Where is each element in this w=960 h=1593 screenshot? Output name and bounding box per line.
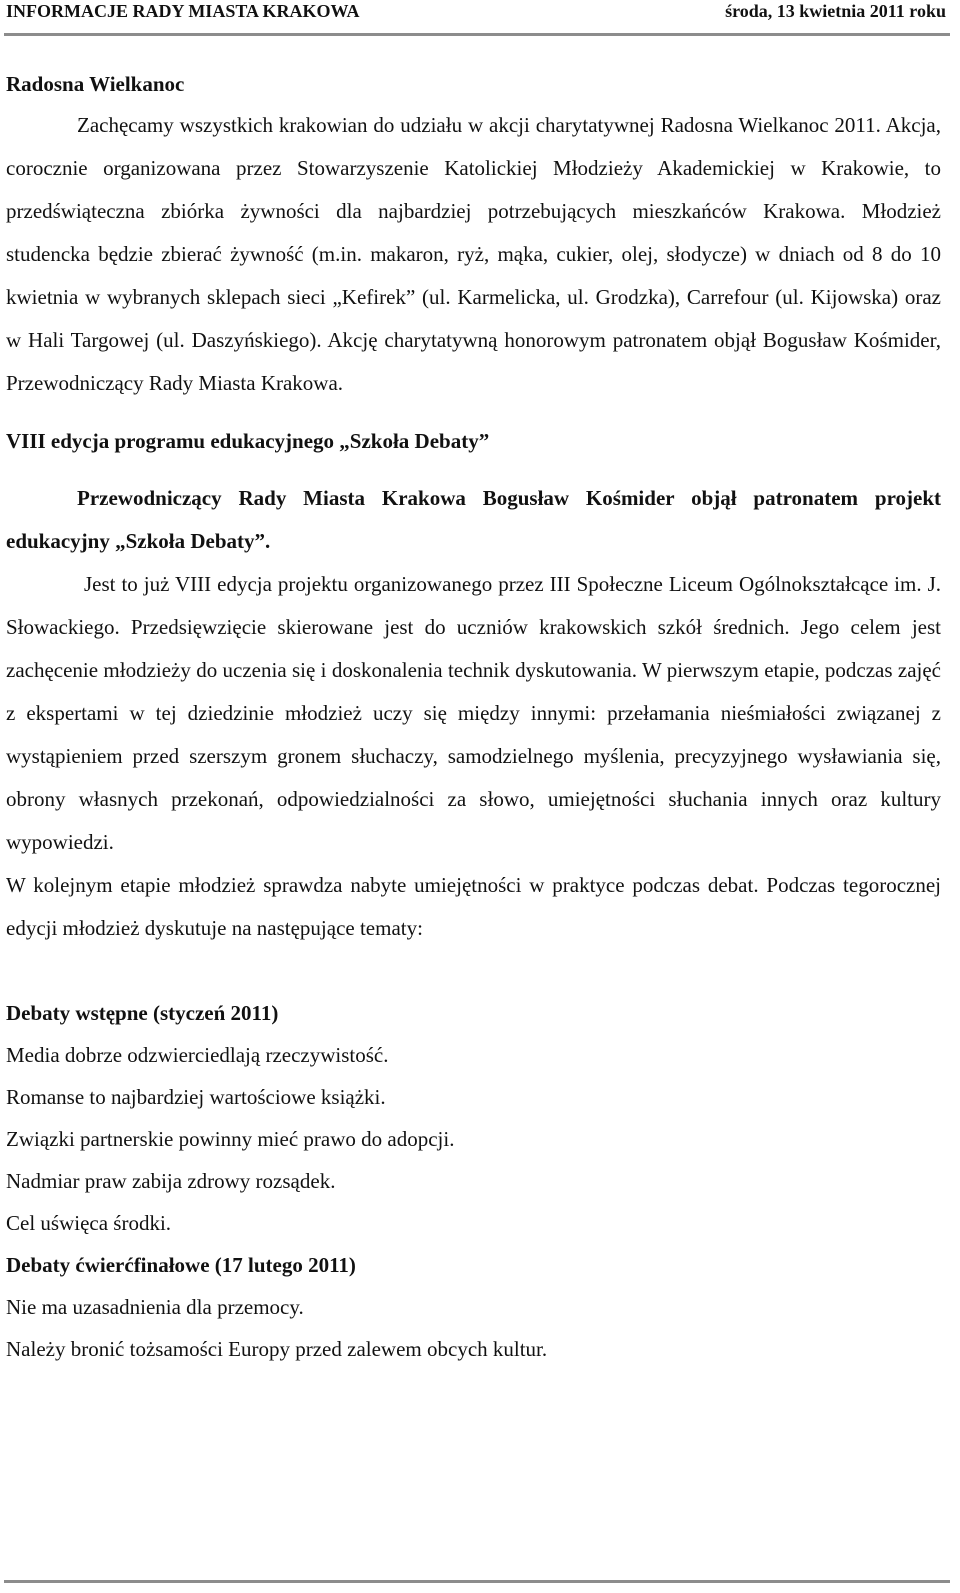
article-body: Jest to już VIII edycja projektu organizowanego przez III Społeczne Liceum Ogólnokształcące im. J. Słowackiego. Przedsięwzięcie skierowane jest do uczniów krakowskich szkół średnich. Jego celem jest zachęcenie młodzieży do uczenia się i doskonalenia technik dyskutowania. W pierwszym etapie, podczas zajęć z ekspertami w tej dziedzinie młodzież uczy się między innymi: przełamania nieśmiałości związanej z wystąpieniem przed szerszym gronem słuchaczy, samodzielnego myślenia, precyzyjnego wysławiania się, obrony własnych przekonań, odpowiedzialności za słowo, umiejętności słuchania innych oraz kultury wypowiedzi. xyxy=(6,572,941,854)
debate-topic: Należy bronić tożsamości Europy przed zalewem obcych kultur. xyxy=(6,1337,548,1361)
debate-topic: Romanse to najbardziej wartościowe książki. xyxy=(6,1085,386,1109)
spacer xyxy=(6,950,941,992)
page-content xyxy=(6,64,941,1370)
publication-date: środa, 13 kwietnia 2011 roku xyxy=(725,1,946,21)
section-heading: Debaty wstępne (styczeń 2011) xyxy=(6,1001,279,1025)
article-radosna-wielkanoc xyxy=(6,64,941,405)
debate-topic: Związki partnerskie powinny mieć prawo do adopcji. xyxy=(6,1127,455,1151)
article-body: W kolejnym etapie młodzież sprawdza nabyte umiejętności w praktyce podczas debat. Podczas tegorocznej edycji młodzież dyskutuje na następujące tematy: xyxy=(6,873,941,940)
article-szkola-debaty xyxy=(6,421,941,1370)
article-title: VIII edycja programu edukacyjnego „Szkoła Debaty” xyxy=(6,429,490,453)
section-heading: Debaty ćwierćfinałowe (17 lutego 2011) xyxy=(6,1253,356,1277)
publication-title: INFORMACJE RADY MIASTA KRAKOWA xyxy=(6,1,360,21)
article-body: Zachęcamy wszystkich krakowian do udziału w akcji charytatywnej Radosna Wielkanoc 2011. Akcja, corocznie organizowana przez Stowarzyszenie Katolickiej Młodzieży Akademickiej w Krakowie, to przedświąteczna zbiórka żywności dla najbardziej potrzebujących mieszkańców Krakowa. Młodzież studencka będzie zbierać żywność (m.in. makaron, ryż, mąka, cukier, olej, słodycze) w dniach od 8 do 10 kwietnia w wybranych sklepach sieci „Kefirek” (ul. Karmelicka, ul. Grodzka), Carrefour (ul. Kijowska) oraz w Hali Targowej (ul. Daszyńskiego). Akcję charytatywną honorowym patronatem objął Bogusław Kośmider, Przewodniczący Rady Miasta Krakowa. xyxy=(6,113,941,395)
article-title: Radosna Wielkanoc xyxy=(6,72,185,96)
page-header xyxy=(6,0,946,24)
debate-topic: Cel uświęca środki. xyxy=(6,1211,172,1235)
debate-topic: Nie ma uzasadnienia dla przemocy. xyxy=(6,1295,304,1319)
debate-topic: Media dobrze odzwierciedlają rzeczywistość. xyxy=(6,1043,389,1067)
footer-rule xyxy=(4,1580,950,1583)
article-lead: Przewodniczący Rady Miasta Krakowa Bogusław Kośmider objął patronatem projekt edukacyjny „Szkoła Debaty”. xyxy=(6,486,941,553)
debate-topic: Nadmiar praw zabija zdrowy rozsądek. xyxy=(6,1169,336,1193)
header-rule xyxy=(4,33,950,36)
